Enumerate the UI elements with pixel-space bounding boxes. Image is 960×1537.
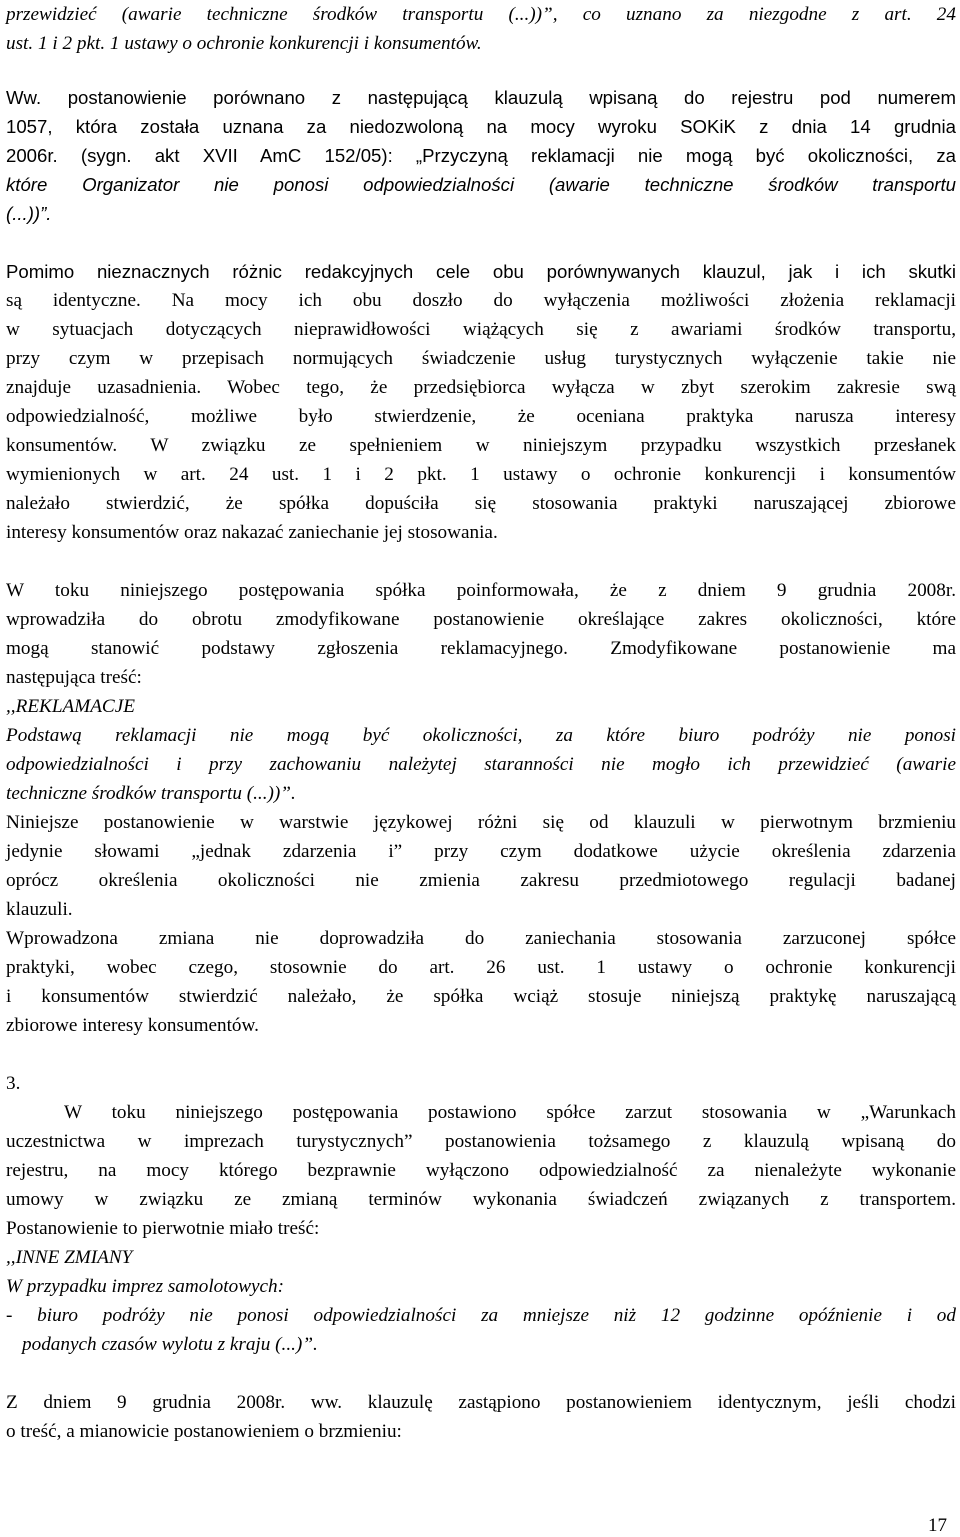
- text-line: jedynie słowami „jednak zdarzenia i” przy czym dodatkowe użycie określenia zdarzenia: [6, 841, 956, 862]
- text-line: 1057, która została uznana za niedozwoloną na mocy wyroku SOKiK z dnia 14 grudnia: [6, 116, 956, 137]
- text-line: 2006r. (sygn. akt XVII AmC 152/05): „Przyczyną reklamacji nie mogą być okoliczności, za: [6, 145, 956, 166]
- text-line: praktyki, wobec czego, stosownie do art. 26 ust. 1 ustawy o ochronie konkurencji: [6, 957, 956, 978]
- text-line: Postanowienie to pierwotnie miało treść:: [6, 1218, 320, 1239]
- text-line: Ww. postanowienie porównano z następującą klauzulą wpisaną do rejestru pod numerem: [6, 87, 956, 108]
- text-line: ust. 1 i 2 pkt. 1 ustawy o ochronie konkurencji i konsumentów.: [6, 33, 482, 54]
- text-line: Podstawą reklamacji nie mogą być okoliczności, za które biuro podróży nie ponosi: [6, 725, 956, 746]
- text-line: przy czym w przepisach normujących świadczenie usług turystycznych wyłączenie takie nie: [6, 348, 956, 369]
- text-line: W toku niniejszego postępowania postawiono spółce zarzut stosowania w „Warunkach: [64, 1102, 956, 1123]
- text-line: które Organizator nie ponosi odpowiedzialności (awarie techniczne środków transportu: [6, 174, 956, 195]
- text-line: Z dniem 9 grudnia 2008r. ww. klauzulę zastąpiono postanowieniem identycznym, jeśli chodzi: [6, 1392, 956, 1413]
- text-line: oprócz określenia okoliczności nie zmienia zakresu przedmiotowego regulacji badanej: [6, 870, 956, 891]
- text-line: o treść, a mianowicie postanowieniem o brzmieniu:: [6, 1421, 402, 1442]
- text-line: i konsumentów stwierdzić należało, że spółka wciąż stosuje niniejszą praktykę naruszającą: [6, 986, 956, 1007]
- text-line: przewidzieć (awarie techniczne środków transportu (...))”, co uznano za niezgodne z art. 24: [6, 4, 956, 25]
- text-line: mogą stanowić podstawy zgłoszenia reklamacyjnego. Zmodyfikowane postanowienie ma: [6, 638, 956, 659]
- text-line: - biuro podróży nie ponosi odpowiedzialności za mniejsze niż 12 godzinne opóźnienie i od: [6, 1305, 956, 1326]
- text-line: rejestru, na mocy którego bezprawnie wyłączono odpowiedzialność za nienależyte wykonanie: [6, 1160, 956, 1181]
- section-number: 3.: [6, 1073, 21, 1094]
- text-line: W toku niniejszego postępowania spółka poinformowała, że z dniem 9 grudnia 2008r.: [6, 580, 956, 601]
- text-line: konsumentów. W związku ze spełnieniem w niniejszym przypadku wszystkich przesłanek: [6, 435, 956, 456]
- text-line: należało stwierdzić, że spółka dopuściła się stosowania praktyki naruszającej zbiorowe: [6, 493, 956, 514]
- text-line: Pomimo nieznacznych różnic redakcyjnych cele obu porównywanych klauzul, jak i ich skutki: [6, 261, 956, 282]
- text-line: uczestnictwa w imprezach turystycznych” postanowienia tożsamego z klauzulą wpisaną do: [6, 1131, 956, 1152]
- text-line: podanych czasów wylotu z kraju (...)”.: [22, 1334, 318, 1355]
- text-line: interesy konsumentów oraz nakazać zaniechanie jej stosowania.: [6, 522, 498, 543]
- text-line: ,,INNE ZMIANY: [6, 1247, 133, 1268]
- text-line: W przypadku imprez samolotowych:: [6, 1276, 285, 1297]
- text-line: następująca treść:: [6, 667, 142, 688]
- text-line: wymienionych w art. 24 ust. 1 i 2 pkt. 1 ustawy o ochronie konkurencji i konsumentów: [6, 464, 956, 485]
- text-line: umowy w związku ze zmianą terminów wykonania świadczeń związanych z transportem.: [6, 1189, 956, 1210]
- text-line: (...))”.: [6, 203, 52, 224]
- text-line: są identyczne. Na mocy ich obu doszło do wyłączenia możliwości złożenia reklamacji: [6, 290, 956, 311]
- text-line: w sytuacjach dotyczących nieprawidłowości wiążących się z awariami środków transportu,: [6, 319, 956, 340]
- page-number: 17: [928, 1515, 947, 1536]
- text-line: klauzuli.: [6, 899, 73, 920]
- text-line: techniczne środków transportu (...))”.: [6, 783, 296, 804]
- text-line: znajduje uzasadnienia. Wobec tego, że przedsiębiorca wyłącza w zbyt szerokim zakresie swą: [6, 377, 956, 398]
- text-line: odpowiedzialności i przy zachowaniu należytej staranności nie mogło ich przewidzieć (awarie: [6, 754, 956, 775]
- text-line: Niniejsze postanowienie w warstwie językowej różni się od klauzuli w pierwotnym brzmieniu: [6, 812, 956, 833]
- text-line: wprowadziła do obrotu zmodyfikowane postanowienie określające zakres okoliczności, które: [6, 609, 956, 630]
- text-line: ,,REKLAMACJE: [6, 696, 135, 717]
- text-line: odpowiedzialność, możliwe było stwierdzenie, że oceniana praktyka narusza interesy: [6, 406, 956, 427]
- text-line: Wprowadzona zmiana nie doprowadziła do zaniechania stosowania zarzuconej spółce: [6, 928, 956, 949]
- text-line: zbiorowe interesy konsumentów.: [6, 1015, 259, 1036]
